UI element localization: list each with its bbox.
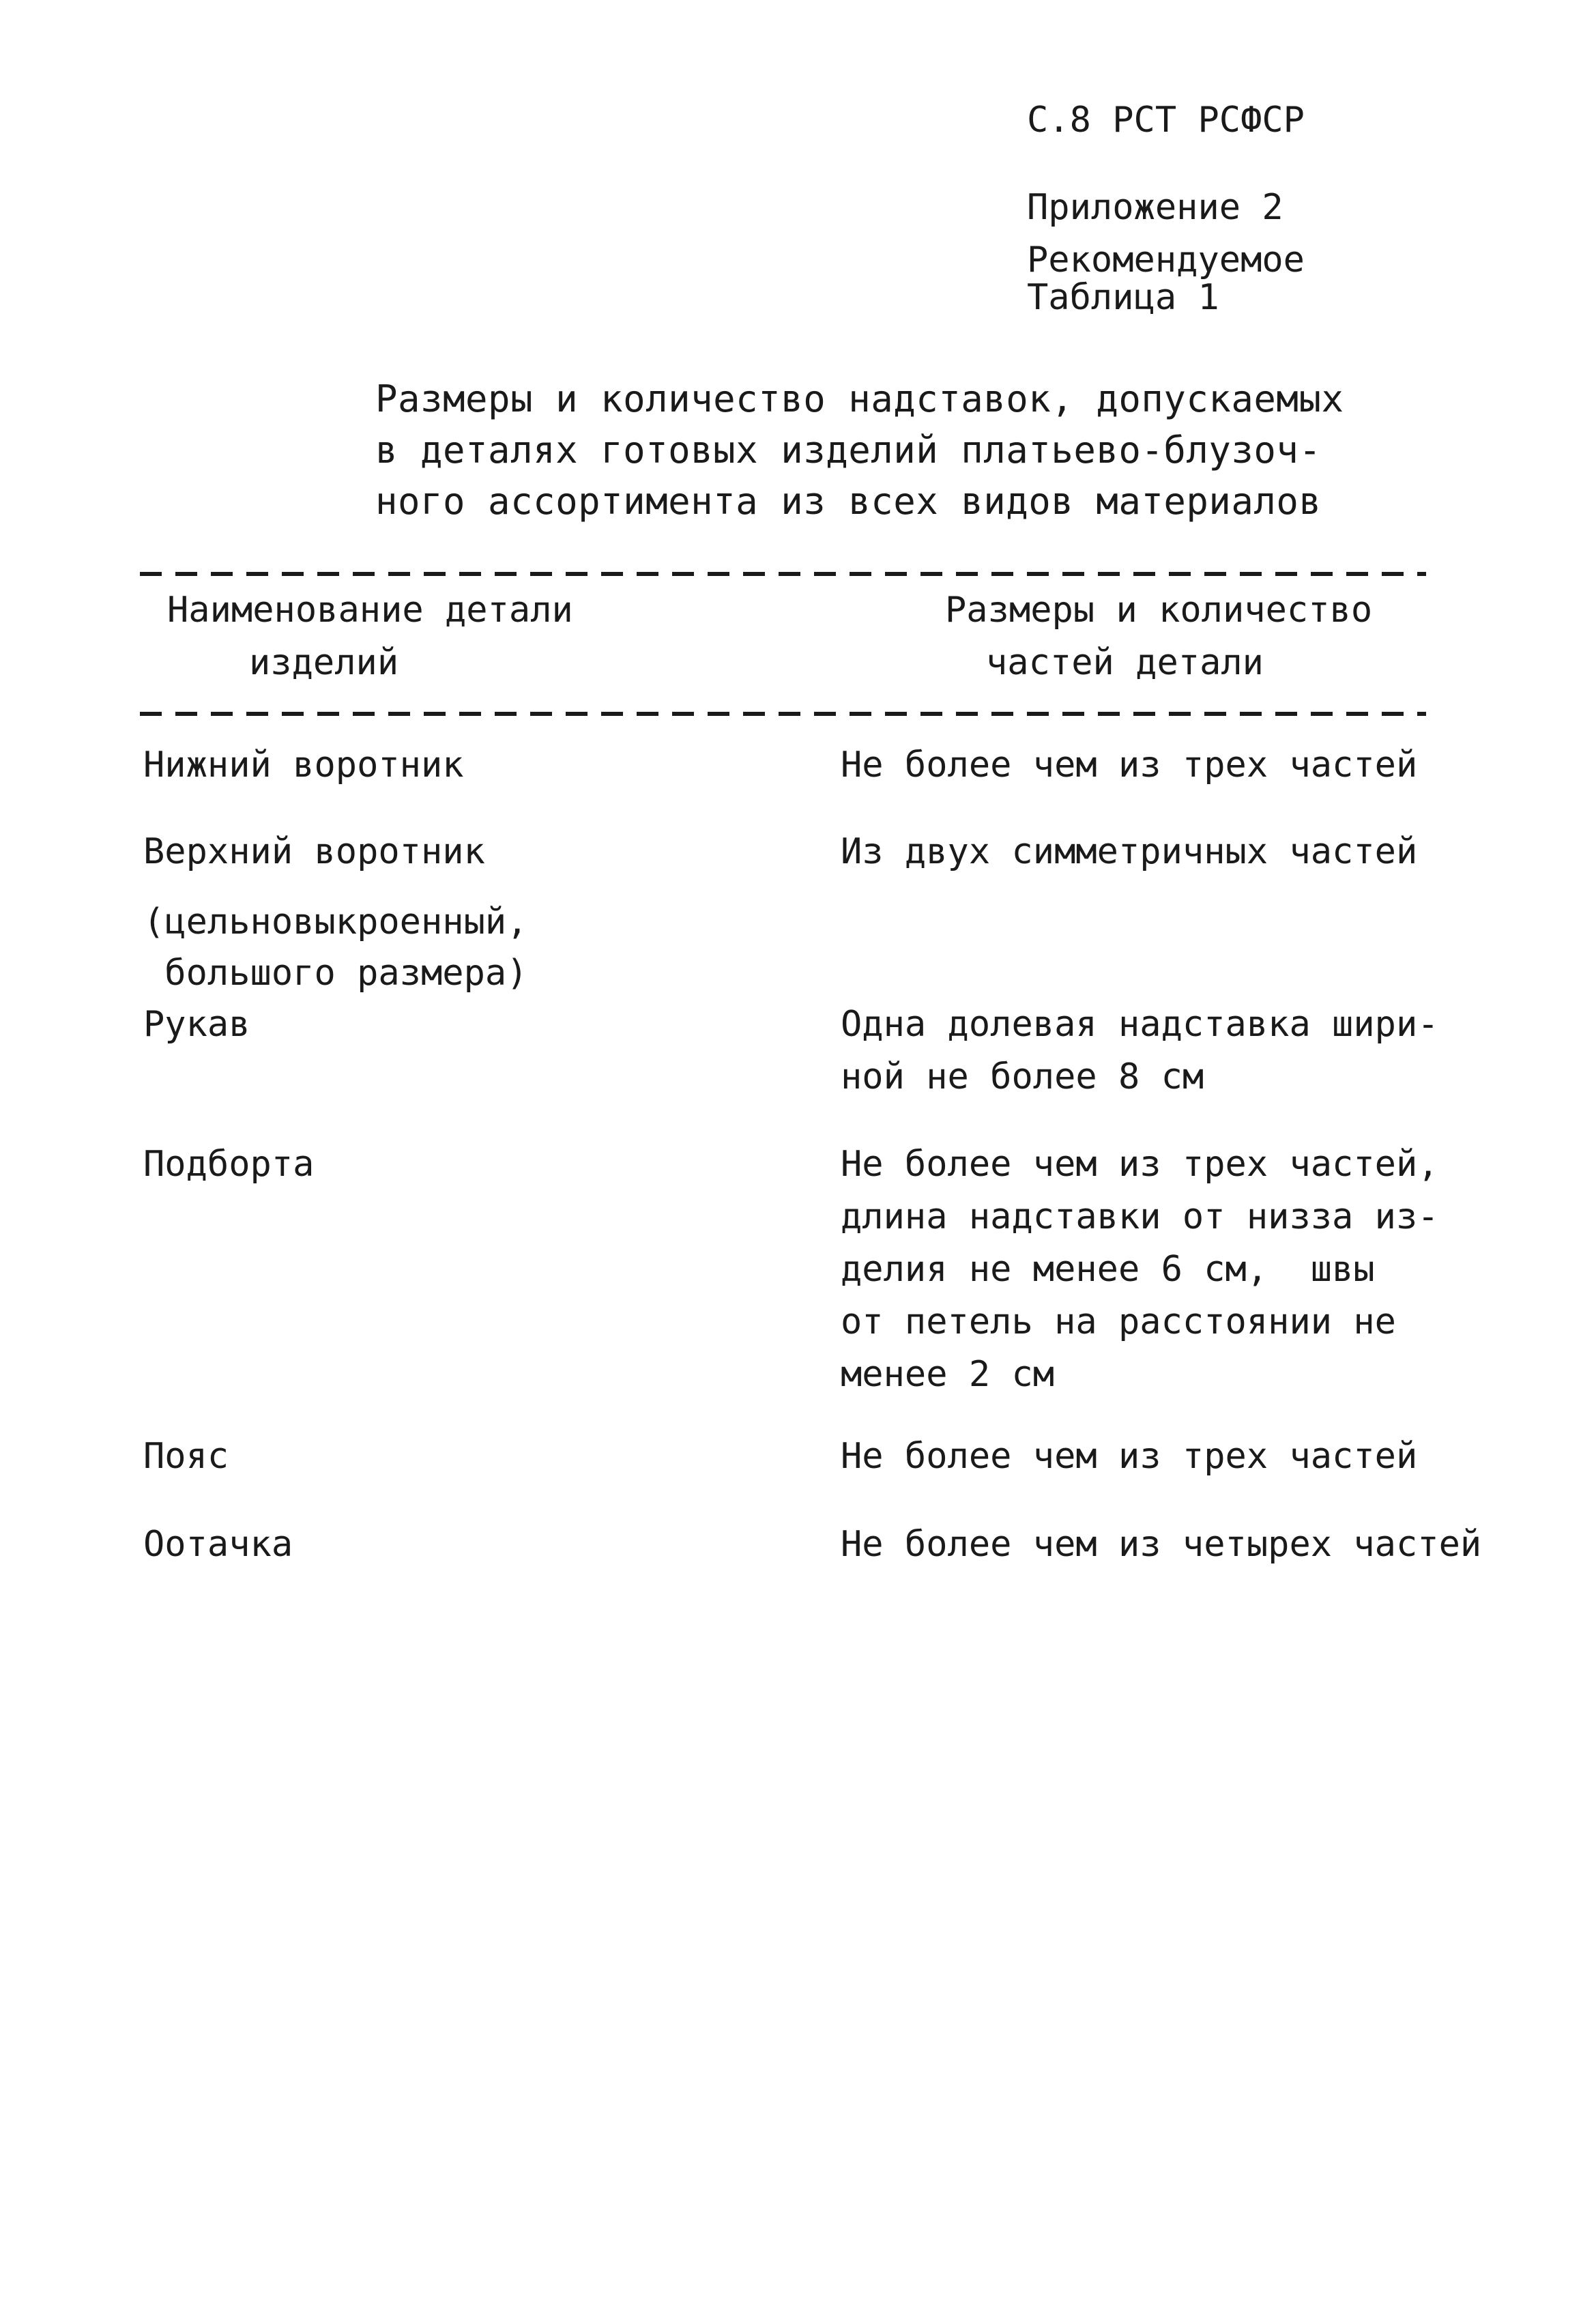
- table-title-line-1: Размеры и количество надставок, допускаемых: [375, 377, 1344, 420]
- column-header-size-line-1: Размеры и количество: [945, 590, 1373, 631]
- row-value-continued: длина надставки от низза из-: [841, 1196, 1439, 1237]
- table-top-rule: [140, 572, 1426, 576]
- table-title-line-2: в деталях готовых изделий платьево-блузоч-: [375, 429, 1322, 472]
- row-value: Одна долевая надставка шири-: [841, 1004, 1439, 1045]
- row-value: Не более чем из трех частей,: [841, 1144, 1439, 1185]
- table-number: Таблица 1: [1027, 277, 1219, 318]
- column-header-size-line-2: частей детали: [986, 642, 1264, 683]
- table-title-line-3: ного ассортимента из всех видов материалов: [375, 480, 1322, 523]
- page-reference: С.8 РСТ РСФСР: [1027, 100, 1305, 141]
- column-header-name-line-2: изделий: [249, 642, 399, 683]
- row-name: Нижний воротник: [143, 745, 464, 785]
- table-header-rule: [140, 712, 1426, 716]
- row-value-continued: делия не менее 6 см, швы: [841, 1249, 1375, 1290]
- row-name: Рукав: [143, 1004, 250, 1045]
- row-name: Пояс: [143, 1436, 229, 1477]
- row-value-continued: ной не более 8 см: [841, 1056, 1204, 1097]
- row-name-continued: (цельновыкроенный,: [143, 902, 528, 942]
- row-value: Из двух симметричных частей: [841, 831, 1418, 872]
- appendix-status: Рекомендуемое: [1027, 240, 1305, 280]
- column-header-name-line-1: Наименование детали: [167, 590, 573, 631]
- row-value: Не более чем из трех частей: [841, 745, 1418, 785]
- row-name-continued: большого размера): [143, 953, 528, 994]
- row-value: Не более чем из трех частей: [841, 1436, 1418, 1477]
- row-name: Оотачка: [143, 1524, 293, 1565]
- row-name: Подборта: [143, 1144, 315, 1185]
- row-name: Верхний воротник: [143, 831, 485, 872]
- appendix-label: Приложение 2: [1027, 187, 1283, 228]
- row-value-continued: от петель на расстоянии не: [841, 1301, 1396, 1342]
- row-value-continued: менее 2 см: [841, 1354, 1055, 1395]
- row-value: Не более чем из четырех частей: [841, 1524, 1482, 1565]
